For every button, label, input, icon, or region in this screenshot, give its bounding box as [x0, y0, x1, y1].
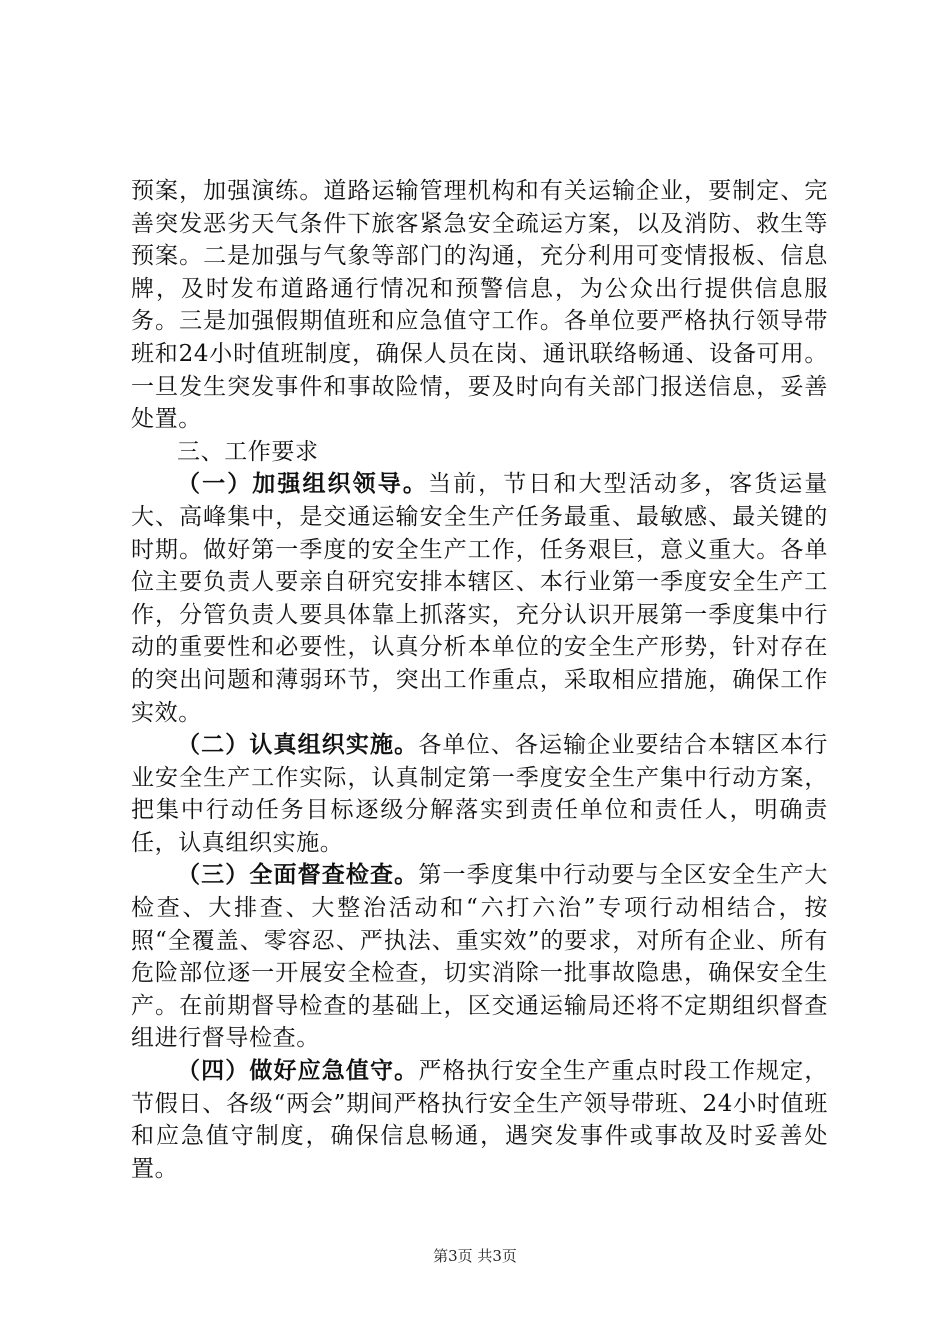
requirement-item-2 — [131, 729, 828, 859]
intro-paragraph: 预案，加强演练。道路运输管理机构和有关运输企业，要制定、完善突发恶劣天气条件下旅客紧急安全疏运方案，以及消防、救生等预案。二是加强与气象等部门的沟通，充分利用可变情报板、信息牌，及时发布道路通行情况和预警信息，为公众出行提供信息服务。三是加强假期值班和应急值守工作。各单位要严格执行领导带班和24小时值班制度，确保人员在岗、通讯联络畅通、设备可用。一旦发生突发事件和事故险情，要及时向有关部门报送信息，妥善处置。 — [131, 178, 828, 433]
item-lead: （二）认真组织实施。 — [177, 731, 419, 759]
requirement-item-1 — [131, 468, 828, 729]
item-body: 严格执行安全生产重点时段工作规定，节假日、各级“两会”期间严格执行安全生产领导带班、24小时值班和应急值守制度，确保信息畅通，遇突发事件或事故及时妥善处置。 — [131, 1058, 829, 1182]
item-body: 第一季度集中行动要与全区安全生产大检查、大排查、大整治活动和“六打六治”专项行动相结合，按照“全覆盖、零容忍、严执法、重实效”的要求，对所有企业、所有危险部位逐一开展安全检查，切实消除一批事故隐患，确保安全生产。在前期督导检查的基础上，区交通运输局还将不定期组织督查组进行督导检查。 — [131, 862, 829, 1052]
item-body: 各单位、各运输企业要结合本辖区本行业安全生产工作实际，认真制定第一季度安全生产集中行动方案，把集中行动任务目标逐级分解落实到责任单位和责任人，明确责任，认真组织实施。 — [131, 732, 829, 856]
document-body — [131, 175, 828, 1185]
section-heading: 三、工作要求 — [177, 438, 319, 465]
item-lead: （四）做好应急值守。 — [177, 1057, 419, 1085]
page-number-footer: 第3页 共3页 — [433, 1247, 517, 1265]
requirement-item-4 — [131, 1055, 828, 1185]
requirement-item-3 — [131, 859, 828, 1055]
item-body: 当前，节日和大型活动多，客货运量大、高峰集中，是交通运输安全生产任务最重、最敏感、最关键的时期。做好第一季度的安全生产工作，任务艰巨，意义重大。各单位主要负责人要亲自研究安排本辖区、本行业第一季度安全生产工作，分管负责人要具体靠上抓落实，充分认识开展第一季度集中行动的重要性和必要性，认真分析本单位的安全生产形势，针对存在的突出问题和薄弱环节，突出工作重点，采取相应措施，确保工作实效。 — [131, 471, 829, 726]
item-lead: （一）加强组织领导。 — [177, 470, 428, 498]
item-lead: （三）全面督查检查。 — [177, 861, 419, 889]
